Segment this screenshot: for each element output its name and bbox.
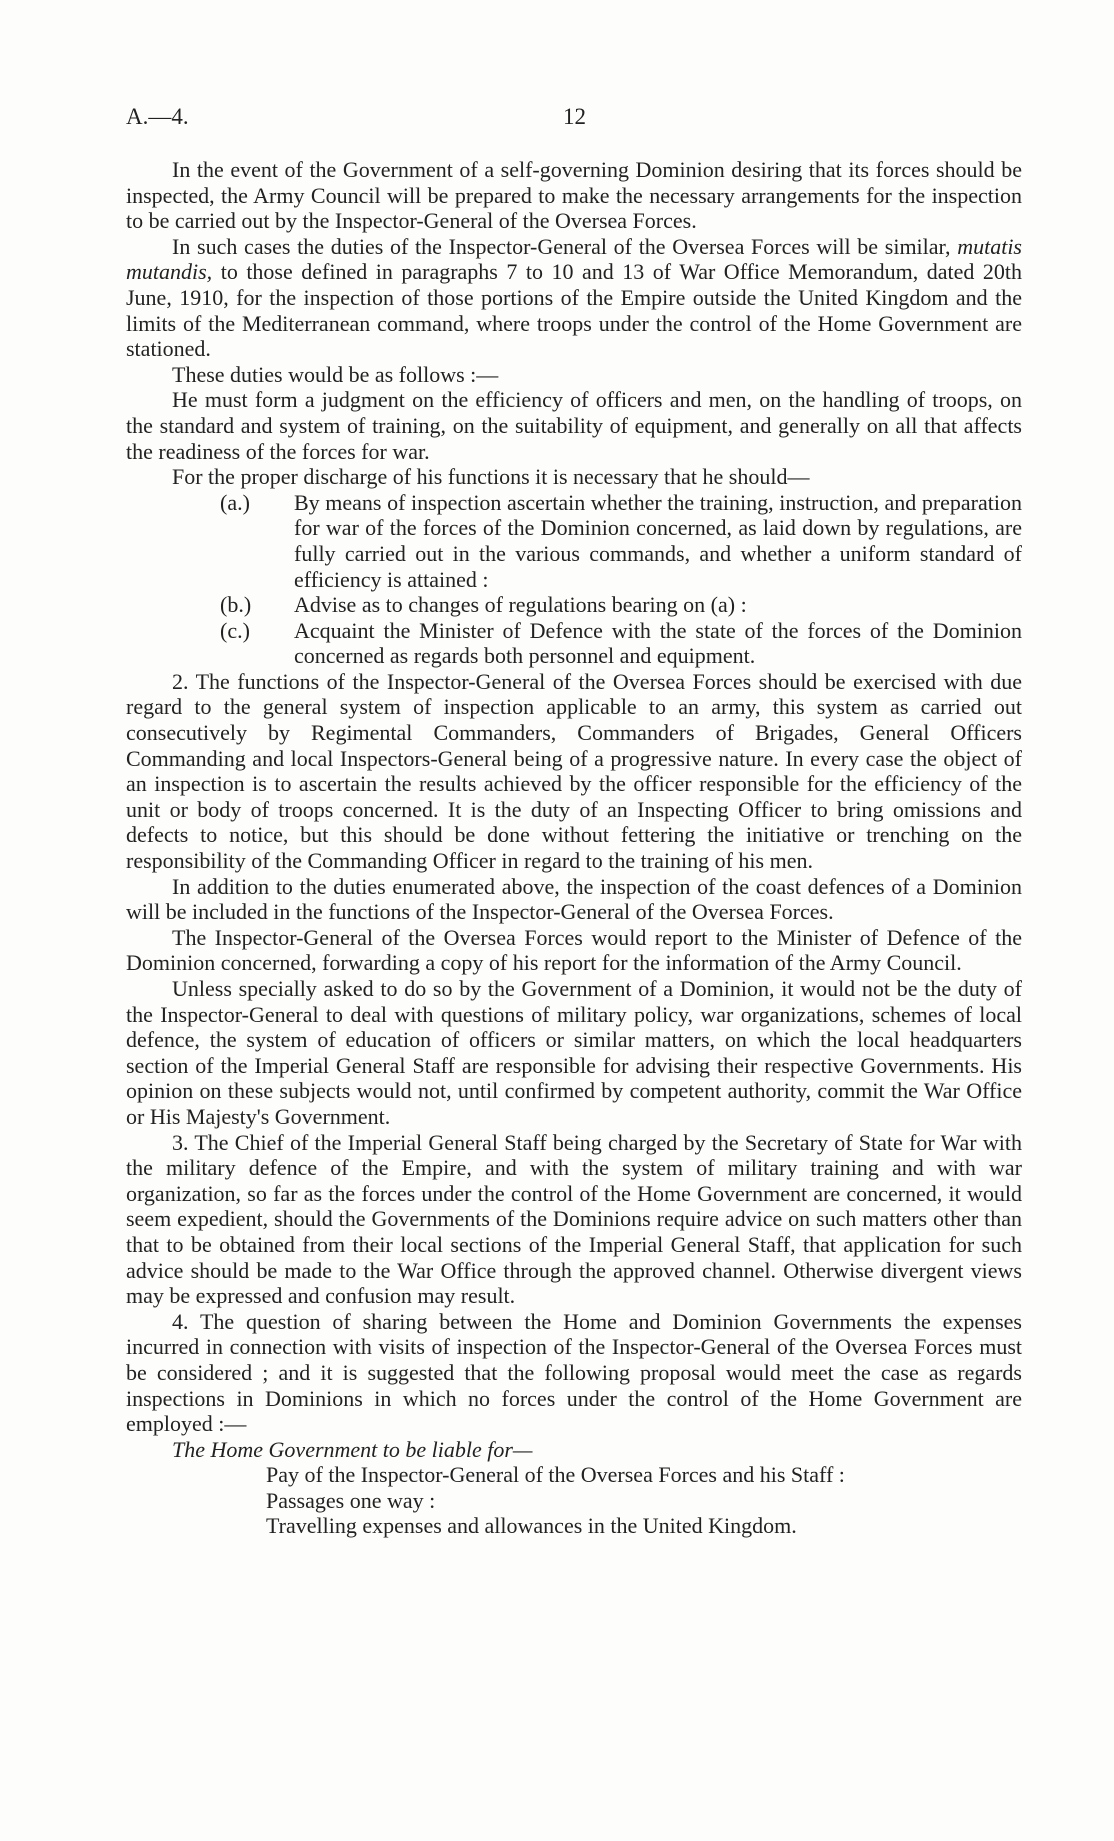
paragraph-text: to those defined in paragraphs 7 to 10 and 13 of War Office Memorandum, dated 20th June, 1910, for the inspection of those portions of the Empire outside the United Kingdom and the limits of the Mediterranean command, where troops under the control of the Home Government are stationed. [126, 259, 1023, 362]
list-item [126, 618, 1022, 669]
section-paragraph: In addition to the duties enumerated above, the inspection of the coast defences of a Dominion will be included in the functions of the Inspector-General of the Oversea Forces. [126, 873, 1022, 925]
section-paragraph: Unless specially asked to do so by the Government of a Dominion, it would not be the duty of the Inspector-General to deal with questions of military policy, war organizations, schemes of local defence, the system of education of officers or similar matters, on which the local headquarters section of the Imperial General Staff are responsible for advising their respective Governments. His opinion on these subjects would not, until confirmed by competent authority, commit the War Office or His Majesty's Government. [126, 976, 1022, 1129]
section-paragraph: 3. The Chief of the Imperial General Staff being charged by the Secretary of State for War with the military defence of the Empire, and with the system of military training and with war organization, so far as the forces under the control of the Home Government are concerned, it would seem expedient, should the Governments of the Dominions require advice on such matters other than that to be obtained from their local sections of the Imperial General Staff, that application for such advice should be made to the War Office through the approved channel. Otherwise divergent views may be expressed and confusion may result. [126, 1129, 1022, 1309]
document-body [126, 157, 1022, 1539]
liability-heading: The Home Government to be liable for— [172, 1436, 533, 1462]
paragraph: These duties would be as follows :— [172, 361, 499, 387]
list-item-text: Acquaint the Minister of Defence with the state of the forces of the Dominion concerned as regards both personnel and equipment. [294, 617, 1022, 669]
italic-phrase: mutatis mutandis, [126, 233, 1022, 285]
list-item-text: By means of inspection ascertain whether the training, instruction, and preparation for war of the forces of the Dominion concerned, as laid down by regulations, are fully carried out in the various commands, and whether a uniform standard of efficiency is attained : [294, 489, 1022, 592]
list-item-text: Advise as to changes of regulations bearing on (a) : [294, 592, 747, 618]
paragraph-text: In such cases the duties of the Inspector-General of the Oversea Forces will be similar, [172, 233, 951, 259]
liability-item: Passages one way : [266, 1487, 436, 1513]
page-number: 12 [563, 104, 586, 129]
section-paragraph: 2. The functions of the Inspector-General of the Oversea Forces should be exercised with due regard to the general system of inspection applicable to an army, this system as carried out consecutively by Regimental Commanders, Commanders of Brigades, General Officers Commanding and local Inspectors-General being of a progressive nature. In every case the object of an inspection is to ascertain the results achieved by the officer responsible for the efficiency of the unit or body of troops concerned. It is the duty of an Inspecting Officer to bring omissions and defects to notice, but this should be done without fettering the initiative or trenching on the responsibility of the Commanding Officer in regard to the training of his men. [126, 668, 1022, 874]
list-item [126, 592, 1022, 618]
paragraph: For the proper discharge of his functions it is necessary that he should— [172, 464, 810, 490]
liability-item: Pay of the Inspector-General of the Oversea Forces and his Staff : [266, 1462, 845, 1488]
duties-list [126, 490, 1022, 669]
section-paragraph: The Inspector-General of the Oversea Forces would report to the Minister of Defence of the Dominion concerned, forwarding a copy of his report for the information of the Army Council. [126, 924, 1022, 976]
section-paragraph: 4. The question of sharing between the Home and Dominion Governments the expenses incurred in connection with visits of inspection of the Inspector-General of the Oversea Forces must be considered ; and it is suggested that the following proposal would meet the case as regards inspections in Dominions in which no forces under the control of the Home Government are employed :— [126, 1308, 1022, 1437]
page-header [126, 104, 1022, 134]
list-item-label: (c.) [220, 617, 250, 643]
paragraph [126, 234, 1022, 362]
paragraph: He must form a judgment on the efficiency of officers and men, on the handling of troops, on the standard and system of training, on the suitability of equipment, and generally on all that affects the readiness of the forces for war. [126, 387, 1022, 464]
list-item-label: (a.) [220, 489, 250, 515]
liability-item: Travelling expenses and allowances in the United Kingdom. [266, 1513, 797, 1539]
paragraph: In the event of the Government of a self-governing Dominion desiring that its forces should be inspected, the Army Council will be prepared to make the necessary arrangements for the inspection to be carried out by the Inspector-General of the Oversea Forces. [126, 157, 1022, 234]
list-item-label: (b.) [220, 592, 252, 618]
list-item [126, 490, 1022, 592]
document-reference: A.—4. [126, 104, 189, 129]
